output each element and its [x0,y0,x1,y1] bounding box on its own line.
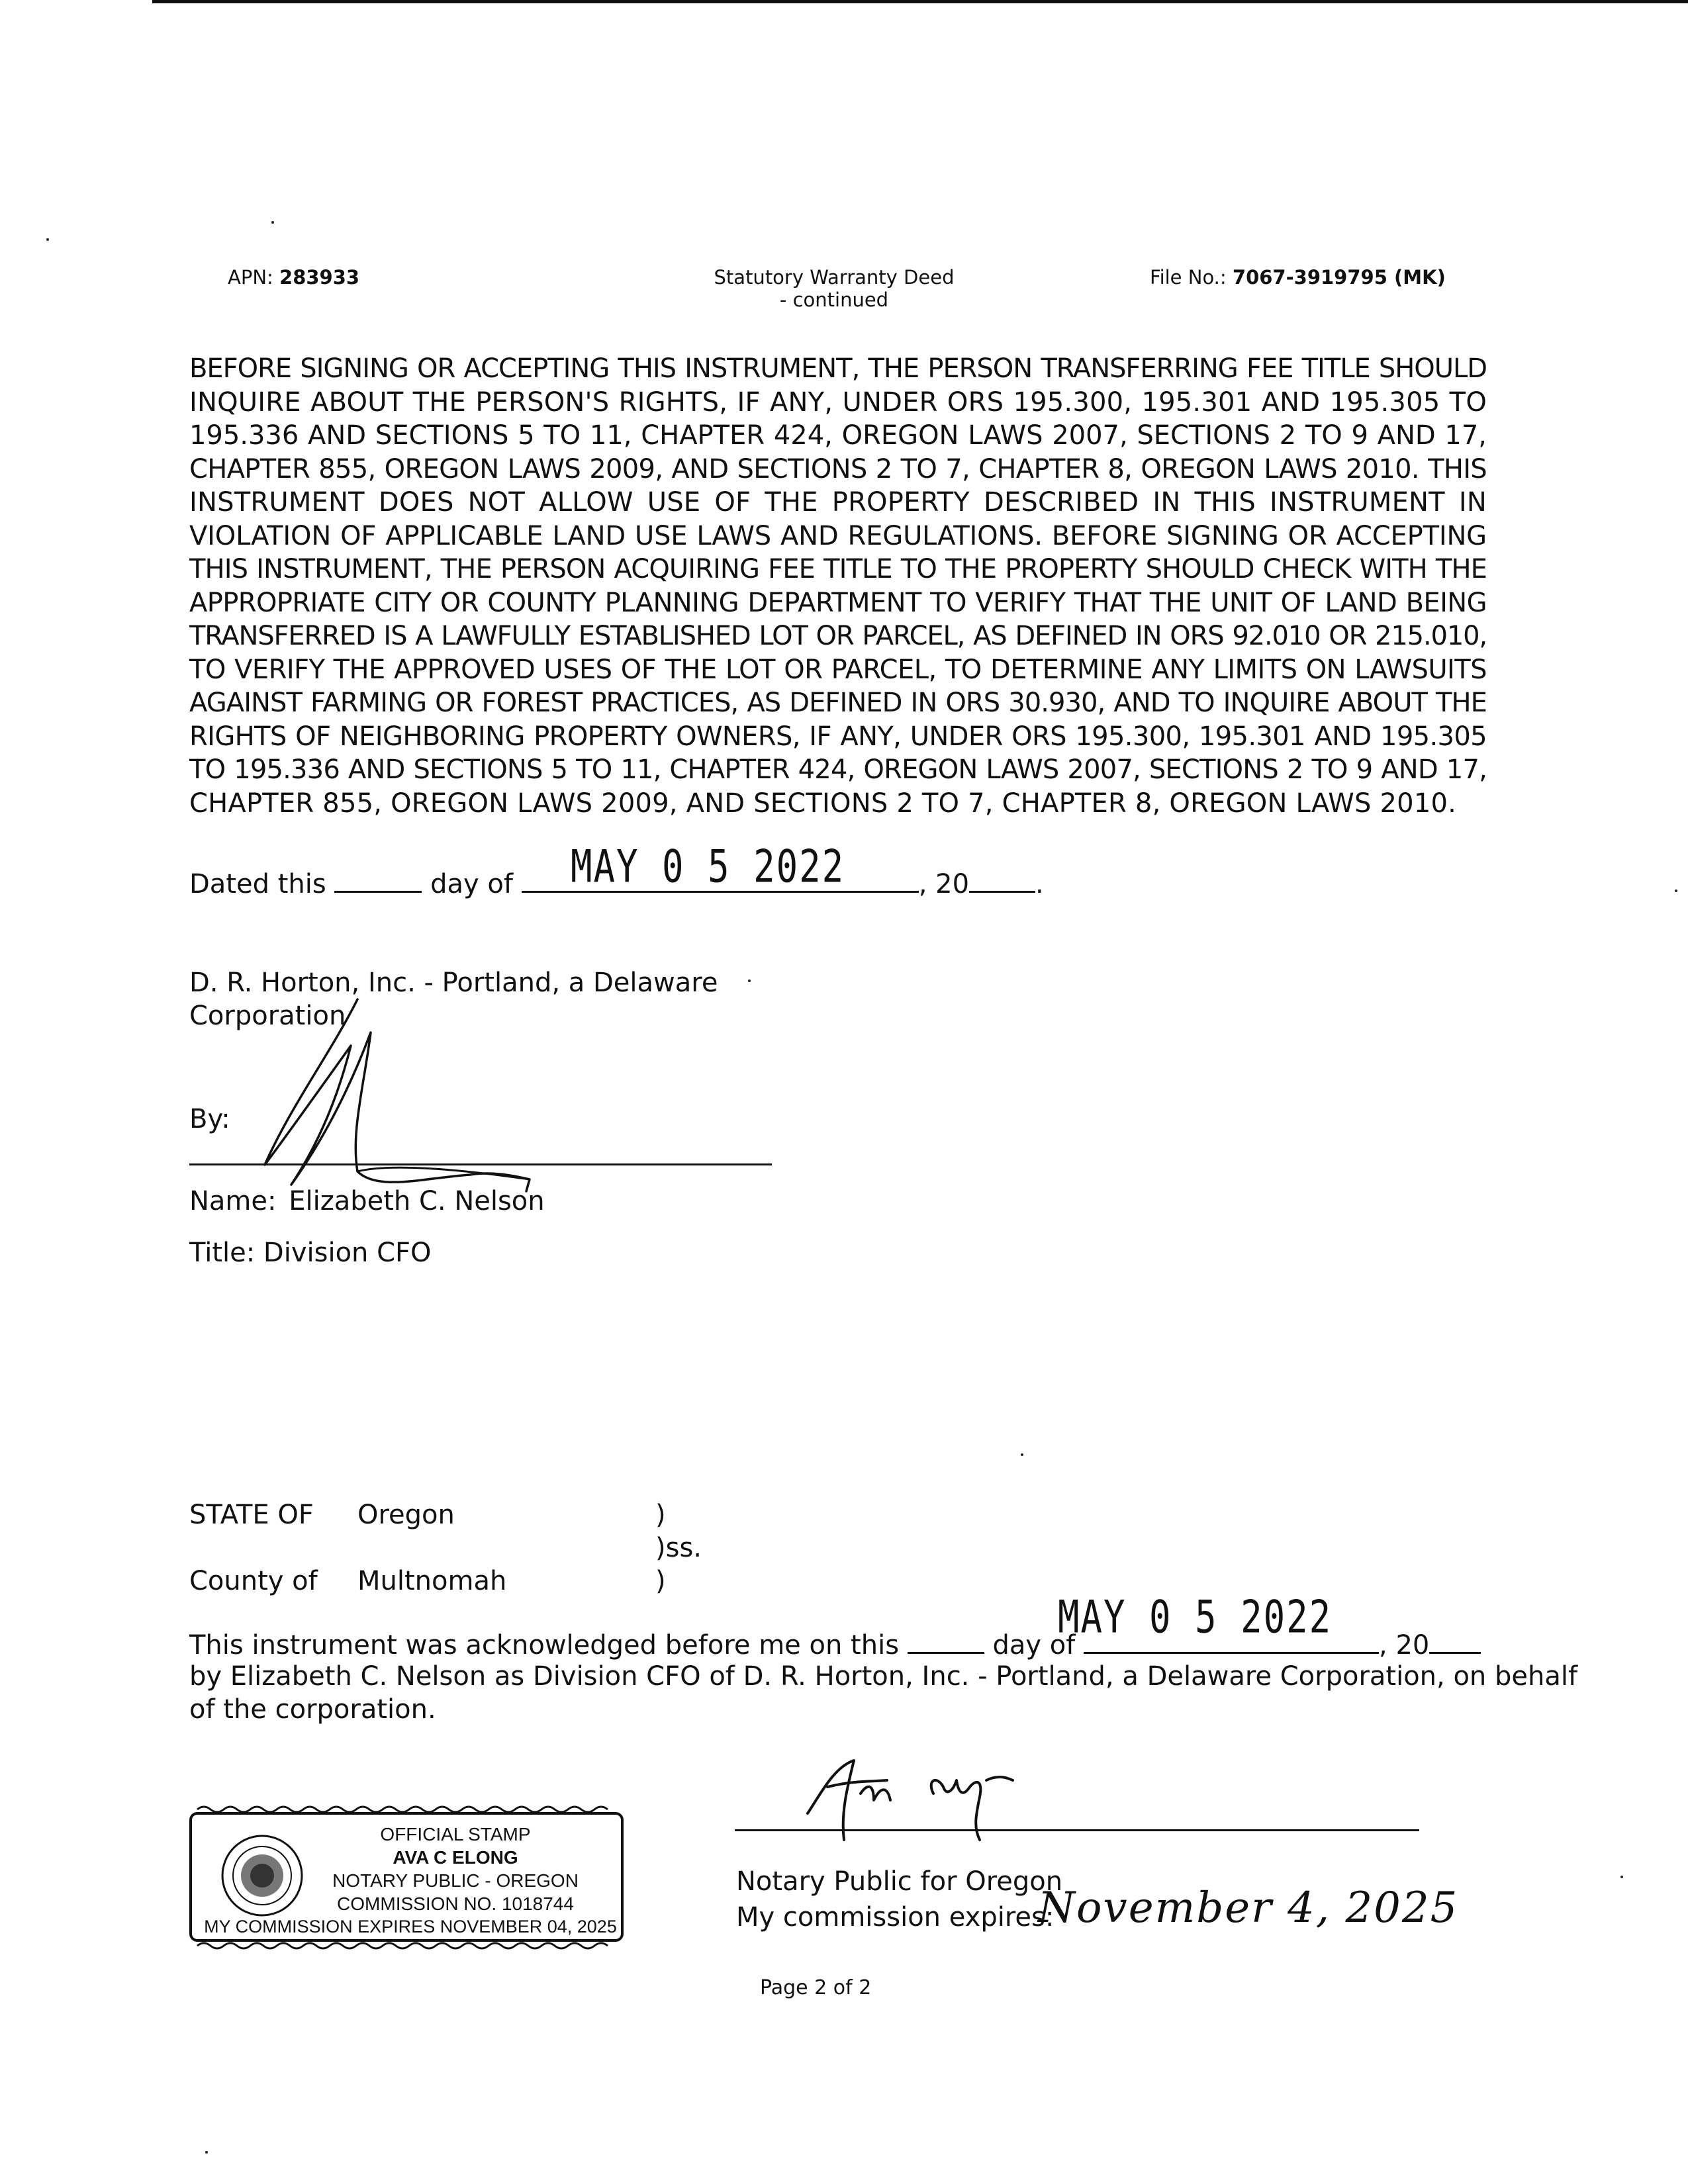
dated-prefix: Dated this [189,869,326,899]
scan-speck [1675,889,1677,892]
scan-speck [1620,1876,1623,1878]
grantor-line-1: D. R. Horton, Inc. - Portland, a Delaware [189,968,718,998]
commission-expires-label: My commission expires: [736,1902,1055,1933]
notary-official-stamp [184,1804,629,1951]
warning-line: TO VERIFY THE APPROVED USES OF THE LOT OR PARCEL, TO DETERMINE ANY LIMITS ON LAWSUITS [189,654,1487,685]
dated-stamp-date: MAY 0 5 2022 [571,841,845,893]
stamp-notary-title: NOTARY PUBLIC - OREGON [332,1870,579,1891]
signer-name [189,1186,545,1216]
warning-line: 195.336 AND SECTIONS 5 TO 11, CHAPTER 424, OREGON LAWS 2007, SECTIONS 2 TO 9 AND 17, [189,420,1487,451]
commission-expires-handwritten: November 4, 2025 [1038,1884,1459,1933]
grantor-signature-line [189,1163,772,1165]
acknowledgment-line-3: of the corporation. [189,1694,436,1725]
scan-speck [205,2151,208,2154]
acknowledgment-year-blank [1429,1628,1481,1654]
apn-label: APN: [228,266,273,289]
document-title-block [662,266,1006,311]
warning-line: AGAINST FARMING OR FOREST PRACTICES, AS DEFINED IN ORS 30.930, AND TO INQUIRE ABOUT THE [189,688,1487,718]
warning-line: TRANSFERRED IS A LAWFULLY ESTABLISHED LOT OR PARCEL, AS DEFINED IN ORS 92.010 OR 215.010, [189,621,1487,651]
warning-line: APPROPRIATE CITY OR COUNTY PLANNING DEPARTMENT TO VERIFY THAT THE UNIT OF LAND BEING [189,587,1487,618]
warning-line: TO 195.336 AND SECTIONS 5 TO 11, CHAPTER 424, OREGON LAWS 2007, SECTIONS 2 TO 9 AND 17, [189,754,1487,785]
state-value: Oregon [357,1500,455,1530]
county-label: County of [189,1566,318,1596]
apn-value: 283933 [279,266,360,289]
top-border-line [152,0,1688,3]
county-value: Multnomah [357,1566,507,1596]
venue-paren-top: ) [655,1500,666,1530]
signer-name-label: Name: [189,1186,277,1216]
state-label: STATE OF [189,1500,314,1530]
signer-title [189,1238,432,1268]
signer-name-value: Elizabeth C. Nelson [289,1186,545,1216]
warning-line: VIOLATION OF APPLICABLE LAND USE LAWS AND REGULATIONS. BEFORE SIGNING OR ACCEPTING [189,520,1487,551]
dated-day-blank [334,867,422,893]
acknowledgment-month-blank [1084,1628,1379,1654]
page-number: Page 2 of 2 [760,1976,872,1999]
acknowledgment-line-1 [189,1628,1481,1661]
document-title: Statutory Warranty Deed [714,266,955,289]
acknowledgment-text-a: This instrument was acknowledged before me on this [189,1630,900,1661]
file-number [1150,266,1446,289]
stamp-notary-name: AVA C ELONG [393,1847,518,1868]
warning-line: BEFORE SIGNING OR ACCEPTING THIS INSTRUMENT, THE PERSON TRANSFERRING FEE TITLE SHOULD [189,353,1487,384]
warning-line: CHAPTER 855, OREGON LAWS 2009, AND SECTIONS 2 TO 7, CHAPTER 8, OREGON LAWS 2010. [189,788,1457,819]
stamp-heading: OFFICIAL STAMP [380,1824,531,1844]
dated-day-of: day of [430,869,513,899]
stamp-text-block [310,1823,601,1915]
scan-speck [46,238,49,241]
notary-signature-line [735,1829,1419,1831]
notary-public-label: Notary Public for Oregon [736,1866,1063,1897]
warning-line: THIS INSTRUMENT, THE PERSON ACQUIRING FEE TITLE TO THE PROPERTY SHOULD CHECK WITH THE [189,554,1487,584]
dated-year-prefix: , 20 [918,869,970,899]
scan-speck [748,979,751,982]
acknowledgment-text-b: day of [992,1630,1076,1661]
warning-line: INQUIRE ABOUT THE PERSON'S RIGHTS, IF ANY, UNDER ORS 195.300, 195.301 AND 195.305 TO [189,387,1487,418]
venue-ss: )ss. [655,1533,702,1563]
by-label: By: [189,1104,230,1134]
warning-line: RIGHTS OF NEIGHBORING PROPERTY OWNERS, IF ANY, UNDER ORS 195.300, 195.301 AND 195.305 [189,721,1487,752]
file-number-label: File No.: [1150,266,1227,289]
signer-title-label: Title: [189,1238,256,1268]
acknowledgment-day-blank [908,1628,984,1654]
stamp-commission-number: COMMISSION NO. 1018744 [337,1893,574,1914]
acknowledgment-line-2: by Elizabeth C. Nelson as Division CFO of D. R. Horton, Inc. - Portland, a Delaware Corporation, on behalf [189,1661,1578,1692]
acknowledgment-year-prefix: , 20 [1379,1630,1430,1661]
scan-speck [271,221,274,224]
ors-warning-paragraph [189,352,1487,820]
signer-title-value: Division CFO [263,1238,432,1268]
dated-year-blank [969,867,1035,893]
apn [228,266,359,289]
venue-paren-bottom: ) [655,1566,666,1596]
stamp-commission-expires: MY COMMISSION EXPIRES NOVEMBER 04, 2025 [204,1917,617,1936]
dated-period: . [1035,869,1044,899]
document-subtitle: - continued [779,289,889,311]
acknowledgment-stamp-date: MAY 0 5 2022 [1058,1591,1333,1643]
warning-line: CHAPTER 855, OREGON LAWS 2009, AND SECTIONS 2 TO 7, CHAPTER 8, OREGON LAWS 2010. THIS [189,453,1487,484]
warning-line: INSTRUMENT DOES NOT ALLOW USE OF THE PROPERTY DESCRIBED IN THIS INSTRUMENT IN [189,487,1487,518]
scan-speck [1021,1453,1023,1456]
grantor-line-2: Corporation [189,1001,346,1031]
file-number-value: 7067-3919795 (MK) [1232,266,1446,289]
